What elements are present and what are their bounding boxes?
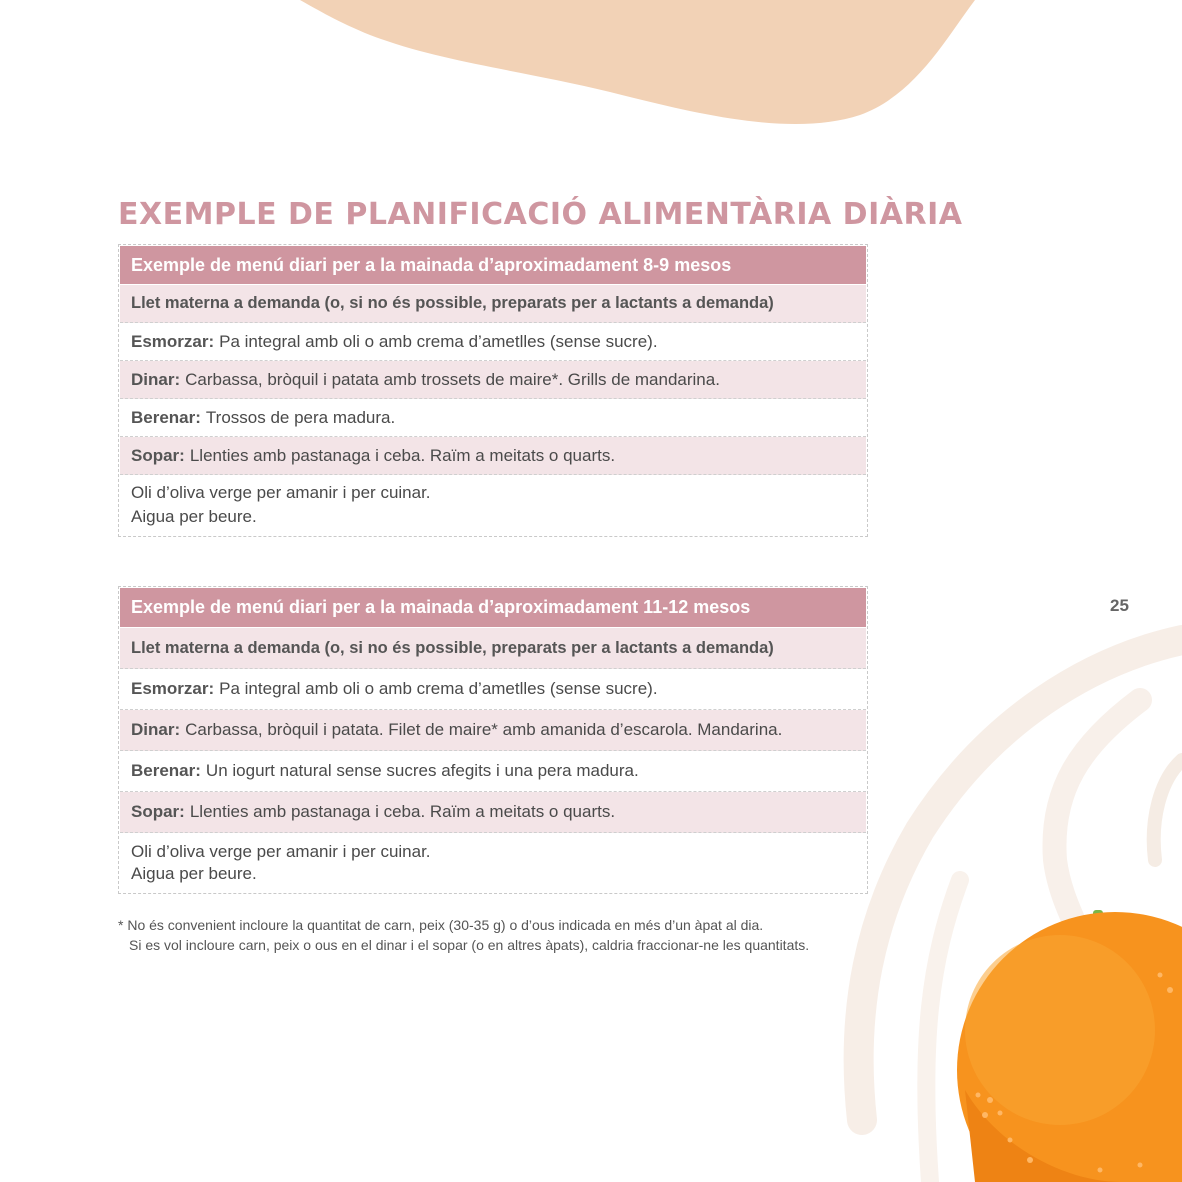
table-header: Exemple de menú diari per a la mainada d’aproximadament 8-9 mesos: [120, 246, 866, 285]
extras-row: [120, 833, 866, 892]
footnote-line: Si es vol incloure carn, peix o ous en el dinar i el sopar (o en altres àpats), caldria fraccionar-ne les quantitats.: [129, 937, 810, 953]
extras-line: Oli d’oliva verge per amanir i per cuinar.: [131, 483, 431, 502]
meal-row-snack: [120, 399, 866, 437]
meal-row-breakfast: [120, 323, 866, 361]
meal-label: Sopar:: [131, 802, 185, 821]
footnote-line: * No és convenient incloure la quantitat de carn, peix (30-35 g) o d’ous indicada en més d’un àpat al dia.: [118, 917, 764, 933]
page-number: 25: [1110, 596, 1129, 615]
extras-row: [120, 475, 866, 535]
meal-row-breakfast: [120, 669, 866, 710]
meal-row-dinner: [120, 792, 866, 833]
meal-label: Berenar:: [131, 761, 201, 780]
meal-text: Pa integral amb oli o amb crema d’ametlles (sense sucre).: [219, 331, 658, 351]
meal-text: Carbassa, bròquil i patata amb trossets de maire*. Grills de mandarina.: [185, 369, 720, 389]
meal-row-snack: [120, 751, 866, 792]
meal-label: Sopar:: [131, 445, 185, 465]
menu-table-11-12-months: [118, 586, 868, 894]
meal-text: Un iogurt natural sense sucres afegits i una pera madura.: [205, 761, 639, 780]
extras-line: Aigua per beure.: [131, 507, 257, 526]
page-title: EXEMPLE DE PLANIFICACIÓ ALIMENTÀRIA DIÀRIA: [118, 197, 963, 232]
milk-row: Llet materna a demanda (o, si no és possible, preparats per a lactants a demanda): [120, 285, 866, 323]
meal-row-lunch: [120, 361, 866, 399]
extras-line: Oli d’oliva verge per amanir i per cuinar.: [131, 841, 431, 861]
meal-label: Berenar:: [131, 407, 201, 427]
meal-text: Trossos de pera madura.: [205, 407, 396, 427]
meal-text: Carbassa, bròquil i patata. Filet de maire* amb amanida d’escarola. Mandarina.: [185, 720, 783, 739]
extras-line: Aigua per beure.: [131, 863, 257, 883]
meal-text: Llenties amb pastanaga i ceba. Raïm a meitats o quarts.: [189, 802, 616, 821]
meal-label: Esmorzar:: [131, 331, 215, 351]
meal-row-lunch: [120, 710, 866, 751]
footnote: [118, 915, 868, 955]
meal-label: Dinar:: [131, 369, 181, 389]
table-header: Exemple de menú diari per a la mainada d’aproximadament 11-12 mesos: [120, 588, 866, 628]
meal-text: Pa integral amb oli o amb crema d’ametlles (sense sucre).: [219, 679, 658, 698]
meal-label: Dinar:: [131, 720, 181, 739]
meal-label: Esmorzar:: [131, 679, 215, 698]
milk-row: Llet materna a demanda (o, si no és possible, preparats per a lactants a demanda): [120, 628, 866, 669]
meal-row-dinner: [120, 437, 866, 475]
menu-table-8-9-months: [118, 244, 868, 537]
meal-text: Llenties amb pastanaga i ceba. Raïm a meitats o quarts.: [189, 445, 616, 465]
